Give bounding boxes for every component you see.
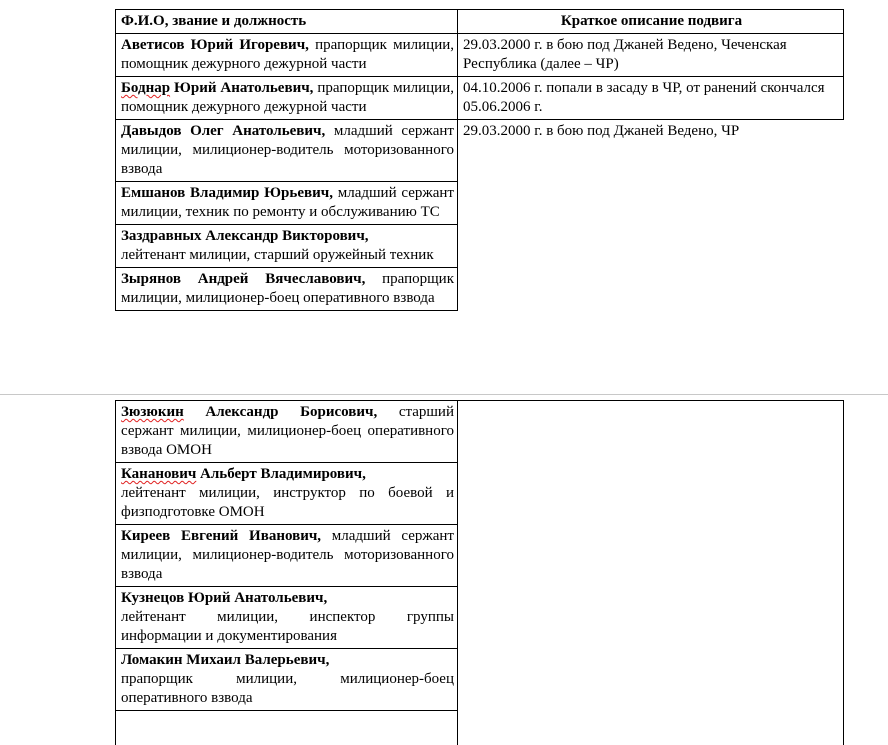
person-rank: прапорщик милиции, милиционер-боец оперативного взвода [121,271,454,306]
person-name: Кузнецов Юрий Анатольевич, [121,590,327,606]
person-cell [116,120,458,182]
header-description-column: Краткое описание подвига [458,10,844,34]
person-name-rest: Александр Борисович, [184,404,377,420]
person-name: Давыдов Олег Анатольевич, [121,123,325,139]
description-cell-continued [458,401,844,745]
table-row [116,77,844,120]
person-name-surname: Кананович [121,466,196,482]
heroes-table-page-1 [115,9,844,311]
person-cell [116,268,458,311]
person-rank: младший сержант милиции, техник по ремонту и обслуживанию ТС [121,185,454,220]
table-row [116,34,844,77]
person-name-surname: Боднар [121,80,170,96]
person-cell [116,649,458,711]
person-name: Зырянов Андрей Вячеславович, [121,271,365,287]
person-rank: лейтенант милиции, инструктор по боевой и физподготовке ОМОН [121,485,454,520]
person-cell [116,34,458,77]
person-cell [116,182,458,225]
person-name: Киреев Евгений Иванович, [121,528,321,544]
header-name-column: Ф.И.О, звание и должность [116,10,458,34]
person-name: Емшанов Владимир Юрьевич, [121,185,333,201]
description-cell: 29.03.2000 г. в бою под Джаней Ведено, Чеченская Республика (далее – ЧР) [458,34,844,77]
description-cell-group: 29.03.2000 г. в бою под Джаней Ведено, ЧР [458,120,844,311]
person-rank: младший сержант милиции, милиционер-водитель моторизованного взвода [121,123,454,177]
person-rank: прапорщик милиции, помощник дежурного дежурной части [121,80,454,115]
person-name-surname: Зюзюкин [121,404,184,420]
table-row [116,120,844,182]
person-name: Ломакин Михаил Валерьевич, [121,652,329,668]
person-name: Аветисов Юрий Игоревич, [121,37,309,53]
person-cell [116,225,458,268]
person-rank: старший сержант милиции, милиционер-боец оперативного взвода ОМОН [121,404,454,458]
person-rank: младший сержант милиции, милиционер-водитель моторизованного взвода [121,528,454,582]
person-name-rest: Юрий Анатольевич, [170,80,313,96]
person-cell [116,77,458,120]
person-name: Заздравных Александр Викторович, [121,228,369,244]
person-rank: прапорщик милиции, помощник дежурного дежурной части [121,37,454,72]
person-rank: лейтенант милиции, инспектор группы информации и документирования [121,609,454,644]
person-rank: лейтенант милиции, старший оружейный техник [121,247,434,263]
person-cell [116,587,458,649]
description-cell: 04.10.2006 г. попали в засаду в ЧР, от ранений скончался 05.06.2006 г. [458,77,844,120]
heroes-table-page-2 [115,400,844,745]
person-rank: прапорщик милиции, милиционер-боец оперативного взвода [121,671,454,706]
person-cell-empty [116,711,458,745]
person-cell [116,401,458,463]
person-cell [116,525,458,587]
page-break-line [0,394,888,395]
table-header-row [116,10,844,34]
table-row [116,401,844,463]
person-name-rest: Альберт Владимирович, [196,466,366,482]
person-cell [116,463,458,525]
